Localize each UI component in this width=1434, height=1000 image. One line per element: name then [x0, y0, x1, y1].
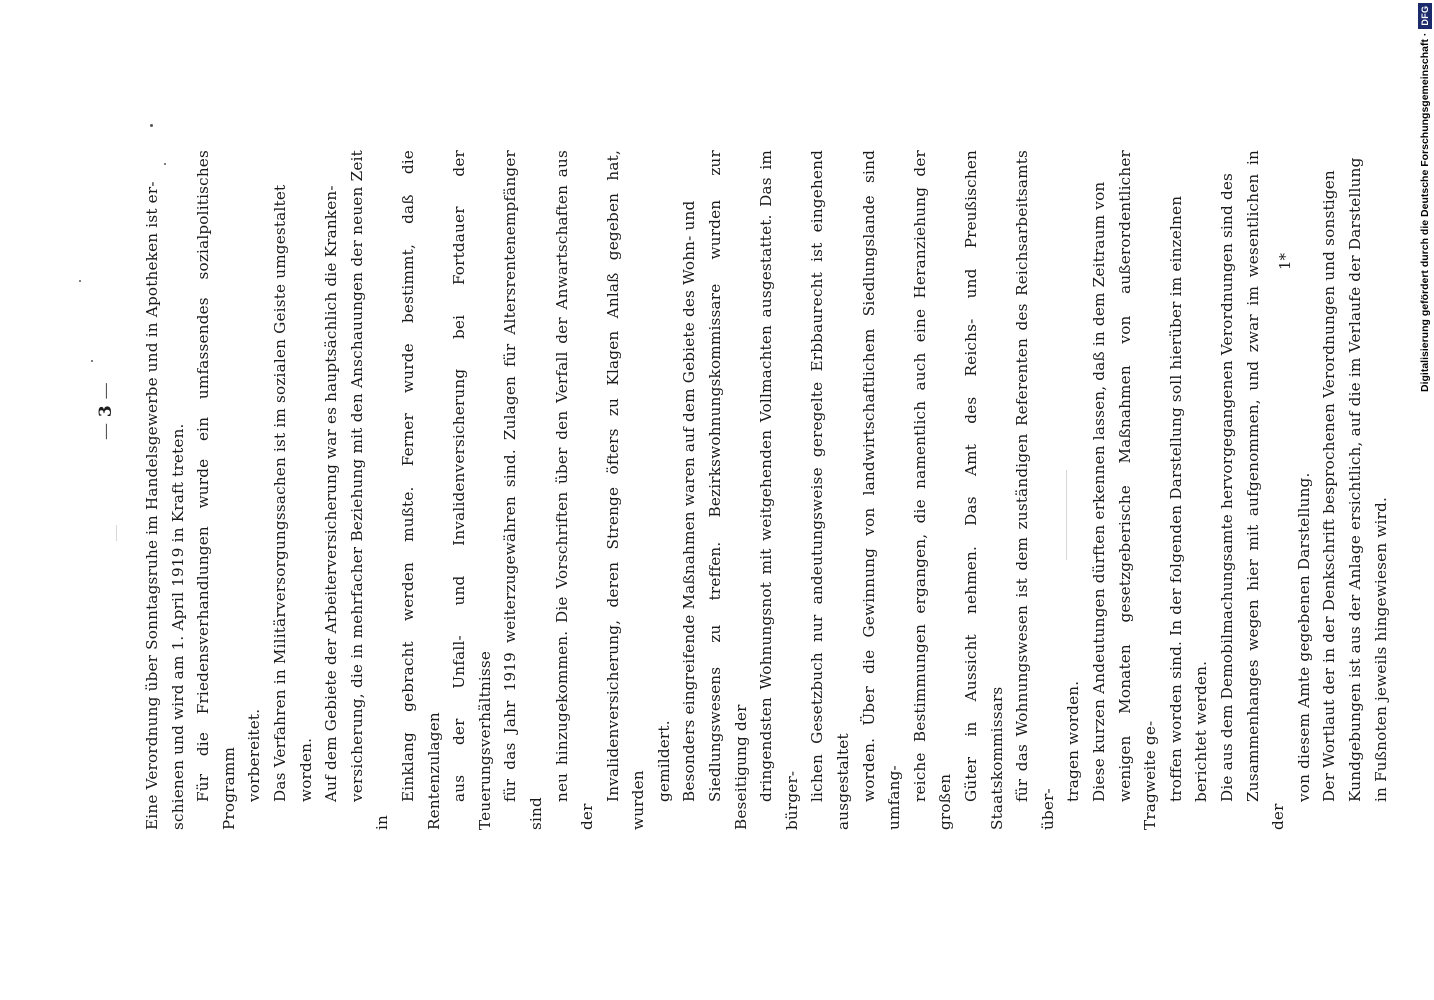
- paragraph: [1087, 150, 1215, 830]
- dfg-logo: DFG: [1418, 3, 1432, 29]
- text-line: Der Wortlaut der in der Denkschrift besprochenen Verordnungen und sonstigen: [1320, 170, 1339, 802]
- paragraph: [319, 150, 677, 830]
- text-line: für das Wohnungswesen ist dem zuständigen Referenten des Reichsarbeitsamts über-: [1013, 150, 1057, 830]
- scan-speck: [91, 360, 93, 362]
- text-line: in Fußnoten jeweils hingewiesen wird.: [1371, 496, 1390, 802]
- header-dash-left: —: [96, 423, 116, 440]
- text-line: Invalidenversicherung, deren Strenge öfters zu Klagen Anlaß gegeben hat, wurden: [603, 150, 648, 830]
- text-line: Einklang gebracht werden mußte. Ferner wurde bestimmt, daß die Rentenzulagen: [398, 150, 443, 830]
- paragraph: [268, 150, 319, 830]
- page-number: 3: [96, 405, 116, 418]
- attribution-text: Digitalisierung gefördert durch die Deutsche Forschungsgemeinschaft ·: [1419, 32, 1431, 392]
- scan-speck: [150, 124, 153, 127]
- scan-speck: [79, 280, 81, 282]
- page-header: [96, 320, 126, 440]
- text-line: Die aus dem Demobilmachungsamte hervorgegangenen Verordnungen sind des: [1217, 172, 1236, 802]
- text-line: versicherung, die in mehrfacher Beziehung mit den Anschauungen der neuen Zeit in: [347, 150, 392, 830]
- text-line: neu hinzugekommen. Die Vorschriften über den Verfall der Anwartschaften aus der: [552, 150, 597, 830]
- text-line: Siedlungswesens zu treffen. Bezirkswohnungskommissare wurden zur Beseitigung der: [706, 150, 750, 830]
- text-line: Auf dem Gebiete der Arbeiterversicherung war es hauptsächlich die Kranken-: [322, 185, 341, 802]
- text-line: vorbereitet.: [245, 708, 264, 802]
- text-line: berichtet werden.: [1192, 660, 1211, 802]
- text-line: worden.: [296, 737, 315, 802]
- text-line: gemildert.: [654, 720, 673, 802]
- paragraph: [677, 150, 1087, 830]
- text-line: tragen worden.: [1064, 680, 1083, 802]
- paragraph: [191, 150, 268, 830]
- text-line: dringendsten Wohnungsnot mit weitgehenden Vollmachten ausgestattet. Das im bürger-: [757, 150, 801, 830]
- text-line: Kundgebungen ist aus der Anlage ersichtlich, auf die im Verlaufe der Darstellung: [1345, 157, 1364, 802]
- paragraph: [140, 150, 191, 830]
- text-line: schienen und wird am 1. April 1919 in Kraft treten.: [168, 423, 187, 830]
- text-line: Diese kurzen Andeutungen dürften erkennen lassen, daß in dem Zeitraum von: [1089, 181, 1108, 802]
- text-line: Das Verfahren in Militärversorgungssachen ist im sozialen Geiste umgestaltet: [270, 184, 289, 802]
- text-line: troffen worden sind. In der folgenden Darstellung soll hierüber im einzelnen: [1166, 195, 1185, 802]
- body-text: [140, 150, 1394, 830]
- text-line: für das Jahr 1919 weiterzugewähren sind. Zulagen für Altersrentenempfänger sind: [501, 150, 545, 830]
- text-line: reiche Bestimmungen ergangen, die namentlich auch eine Heranziehung der großen: [910, 150, 955, 830]
- text-line: Besonders eingreifende Maßnahmen waren auf dem Gebiete des Wohn- und: [680, 200, 699, 802]
- signature-mark: 1*: [1276, 252, 1294, 270]
- header-dash-right: —: [96, 382, 116, 400]
- text-line: Für die Friedensverhandlungen wurde ein umfassendes sozialpolitisches Programm: [194, 150, 238, 830]
- text-line: worden. Über die Gewinnung von landwirtschaftlichem Siedlungslande sind umfang-: [859, 150, 904, 830]
- scan-line: [116, 525, 117, 541]
- page-body: [140, 150, 1390, 830]
- paragraph: [1215, 150, 1317, 830]
- text-line: lichen Gesetzbuch nur andeutungsweise geregelte Erbbaurecht ist eingehend ausgestaltet: [808, 150, 853, 830]
- text-line: Güter in Aussicht nehmen. Das Amt des Reichs- und Preußischen Staatskommissars: [962, 150, 1006, 830]
- text-line: von diesem Amte gegebenen Darstellung.: [1294, 472, 1313, 802]
- text-line: Zusammenhanges wegen hier mit aufgenommen, und zwar im wesentlichen in der: [1243, 150, 1288, 830]
- text-line: Eine Verordnung über Sonntagsruhe im Handelsgewerbe und in Apotheken ist er-: [143, 181, 161, 830]
- text-line: aus der Unfall- und Invalidenversicherung bei Fortdauer der Teuerungsverhältnisse: [450, 150, 494, 830]
- paragraph: [1317, 150, 1394, 830]
- text-line: wenigen Monaten gesetzgeberische Maßnahmen von außerordentlicher Tragweite ge-: [1115, 150, 1160, 830]
- digitization-attribution: [1418, 3, 1432, 392]
